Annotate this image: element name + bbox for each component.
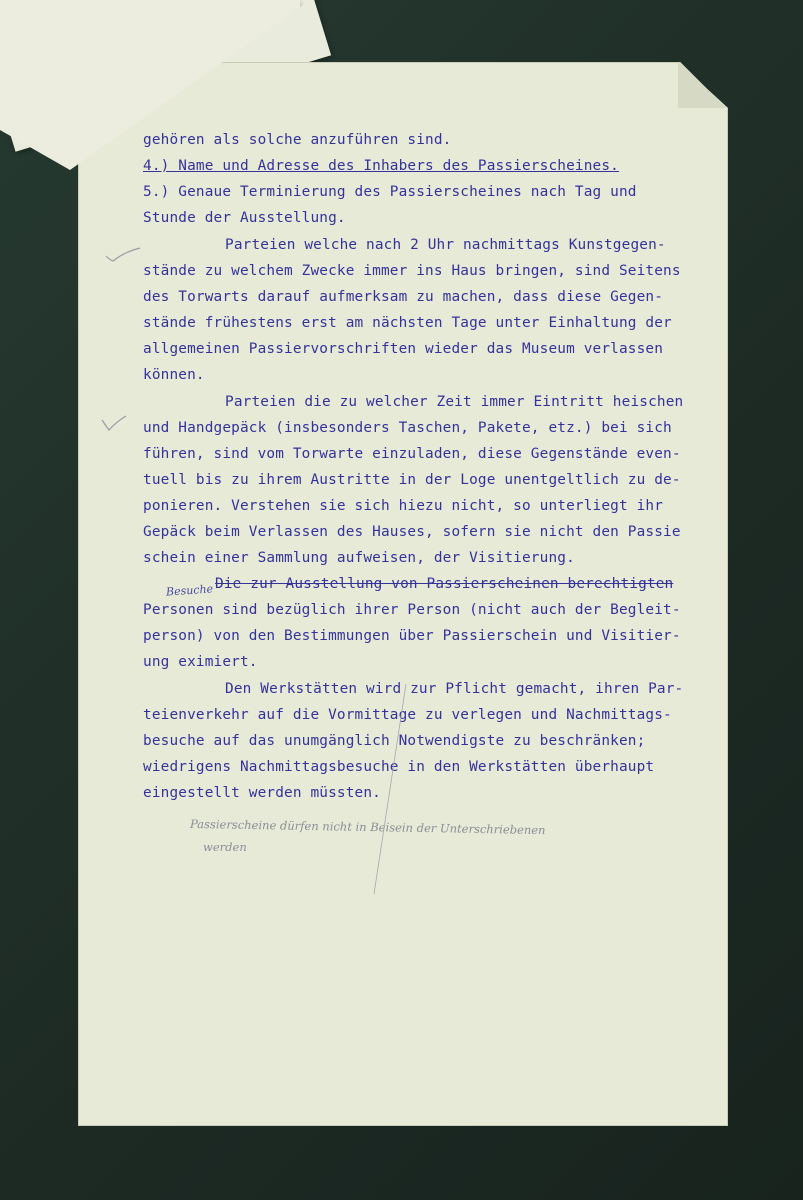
text-line: tuell bis zu ihrem Austritte in der Loge unentgeltlich zu de- bbox=[143, 472, 681, 488]
text-line: schein einer Sammlung aufweisen, der Visitierung. bbox=[143, 550, 575, 566]
text-line: teienverkehr auf die Vormittage zu verlegen und Nachmittags- bbox=[143, 707, 672, 723]
text-line: eingestellt werden müssten. bbox=[143, 785, 381, 801]
text-line: und Handgepäck (insbesonders Taschen, Pakete, etz.) bei sich bbox=[143, 420, 672, 436]
text-line: 4.) Name und Adresse des Inhabers des Passierscheines. bbox=[143, 158, 619, 174]
text-line: können. bbox=[143, 367, 205, 383]
text-line: Gepäck beim Verlassen des Hauses, sofern sie nicht den Passie bbox=[143, 524, 681, 540]
pencil-stroke bbox=[370, 680, 410, 900]
text-line: allgemeinen Passiervorschriften wieder das Museum verlassen bbox=[143, 341, 664, 357]
handwritten-note: Passierscheine dürfen nicht in Beisein der Unterschriebenen bbox=[189, 816, 546, 838]
text-line: ponieren. Verstehen sie sich hiezu nicht, so unterliegt ihr bbox=[143, 498, 664, 514]
text-line: stände zu welchem Zwecke immer ins Haus bringen, sind Seitens bbox=[143, 263, 681, 279]
text-line: stände frühestens erst am nächsten Tage unter Einhaltung der bbox=[143, 315, 672, 331]
struck-text-line: Die zur Ausstellung von Passierscheinen berechtigten bbox=[215, 576, 674, 592]
text-line: gehören als solche anzuführen sind. bbox=[143, 132, 452, 148]
text-line: ung eximiert. bbox=[143, 654, 258, 670]
text-line: des Torwarts darauf aufmerksam zu machen, dass diese Gegen- bbox=[143, 289, 664, 305]
text-line: person) von den Bestimmungen über Passierschein und Visitier- bbox=[143, 628, 681, 644]
text-line: Stunde der Ausstellung. bbox=[143, 210, 346, 226]
check-mark-icon bbox=[100, 414, 130, 434]
text-line: führen, sind vom Torwarte einzuladen, diese Gegenstände even- bbox=[143, 446, 681, 462]
text-line: Personen sind bezüglich ihrer Person (nicht auch der Begleit- bbox=[143, 602, 681, 618]
handwritten-note: werden bbox=[203, 840, 247, 854]
text-line: Parteien die zu welcher Zeit immer Eintritt heischen bbox=[225, 394, 684, 410]
text-line: Den Werkstätten wird zur Pflicht gemacht, ihren Par- bbox=[225, 681, 684, 697]
text-line: besuche auf das unumgänglich Notwendigste zu beschränken; bbox=[143, 733, 646, 749]
text-line: Parteien welche nach 2 Uhr nachmittags Kunstgegen- bbox=[225, 237, 666, 253]
text-line: 5.) Genaue Terminierung des Passierscheines nach Tag und bbox=[143, 184, 637, 200]
text-line: wiedrigens Nachmittagsbesuche in den Werkstätten überhaupt bbox=[143, 759, 655, 775]
check-mark-icon bbox=[104, 246, 144, 264]
handwritten-insertion: Besuche bbox=[165, 582, 214, 599]
